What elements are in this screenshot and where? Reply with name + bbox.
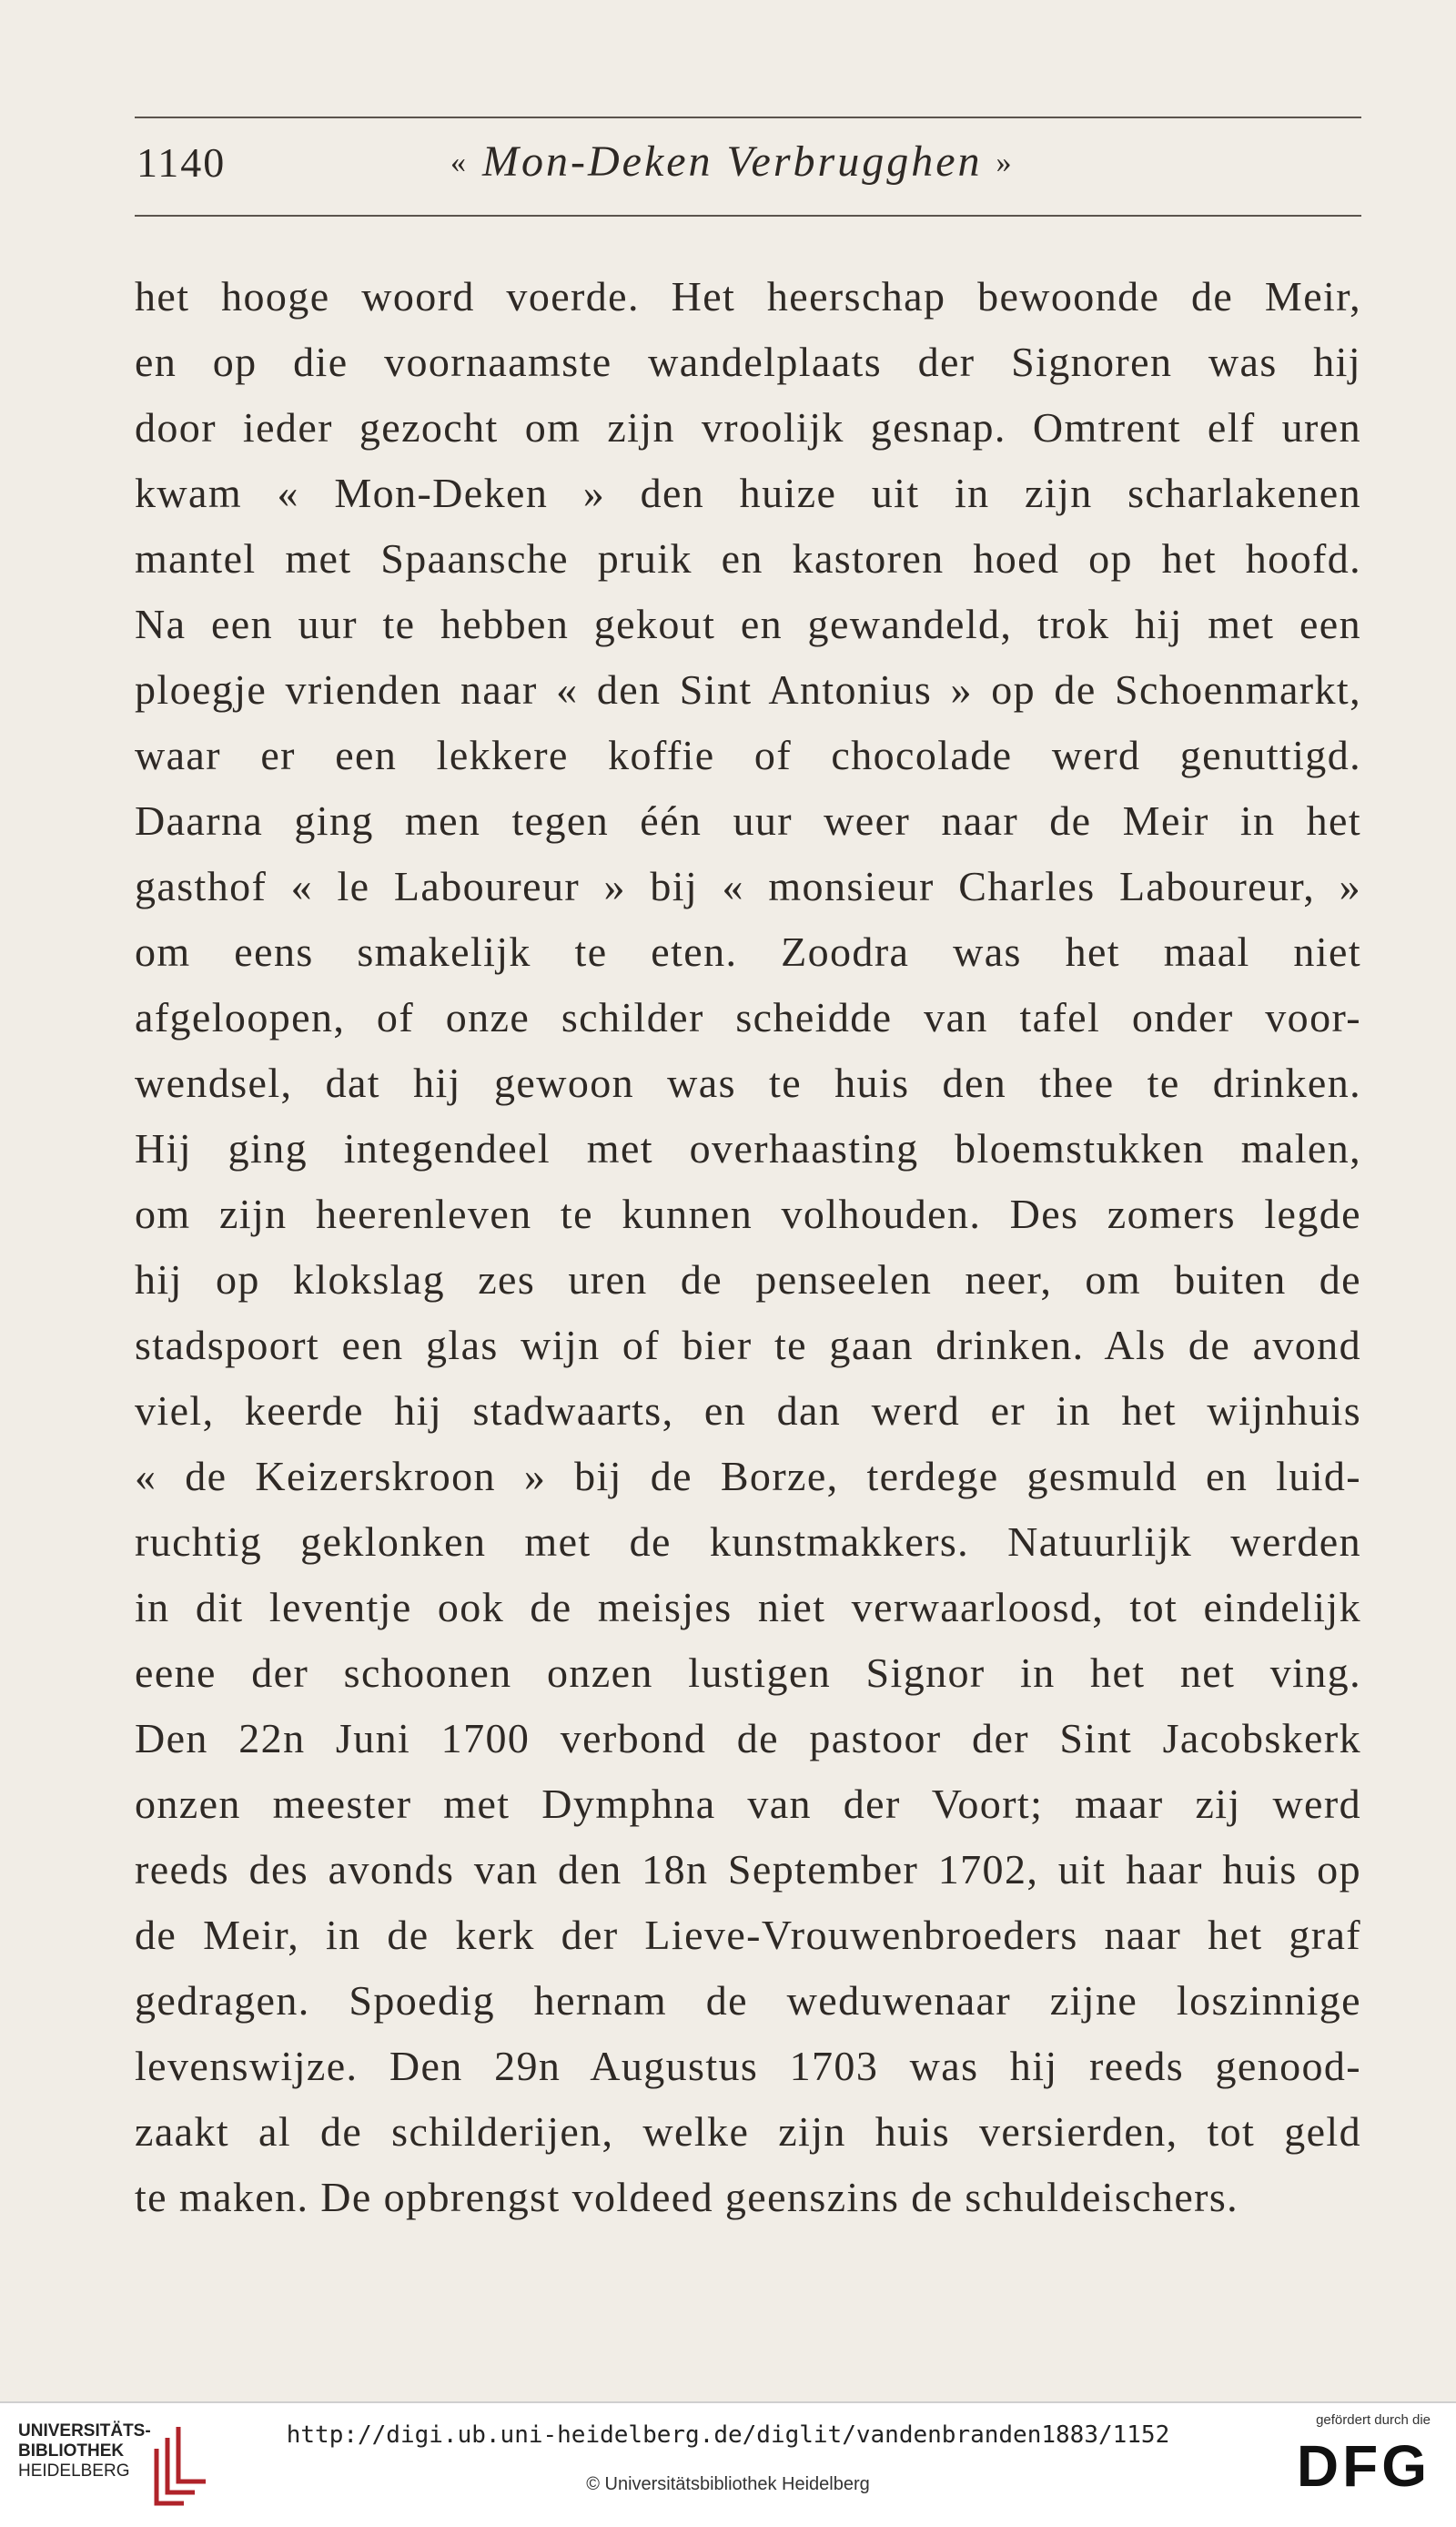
header-bottom-rule [135, 215, 1361, 217]
page-number: 1140 [136, 139, 227, 186]
text-line: gedragen. Spoedig hernam de weduwenaar zijne loszinnige [135, 1977, 1361, 2024]
text-line: zaakt al de schilderijen, welke zijn huis versierden, tot geld [135, 2108, 1361, 2155]
footer-divider [0, 2401, 1456, 2403]
text-line: wendsel, dat hij gewoon was te huis den thee te drinken. [135, 1060, 1361, 1106]
footer-bar [0, 2401, 1456, 2527]
library-name-line2: BIBLIOTHEK [18, 2441, 125, 2461]
permalink-url[interactable]: http://digi.ub.uni-heidelberg.de/diglit/vandenbranden1883/1152 [286, 2421, 1170, 2449]
body-text [135, 264, 1361, 2230]
text-line: afgeloopen, of onze schilder scheidde van tafel onder voor- [135, 994, 1361, 1040]
library-name-line1: UNIVERSITÄTS- [18, 2421, 151, 2441]
text-line: gasthof « le Laboureur » bij « monsieur Charles Laboureur, » [135, 863, 1361, 909]
text-line: waar er een lekkere koffie of chocolade werd genuttigd. [135, 732, 1361, 778]
text-line: Daarna ging men tegen één uur weer naar de Meir in het [135, 797, 1361, 844]
text-line: « de Keizerskroon » bij de Borze, terdege gesmuld en luid- [135, 1453, 1361, 1499]
text-line: kwam « Mon-Deken » den huize uit in zijn scharlakenen [135, 470, 1361, 516]
text-line: het hooge woord voerde. Het heerschap bewoonde de Meir, [135, 273, 1361, 320]
text-line: om zijn heerenleven te kunnen volhouden. Des zomers legde [135, 1191, 1361, 1237]
running-head-close-quote: » [996, 146, 1015, 179]
text-line: te maken. De opbrengst voldeed geenszins de schuldeischers. [135, 2174, 1239, 2220]
text-line: ploegje vrienden naar « den Sint Antonius » op de Schoenmarkt, [135, 666, 1361, 713]
text-line: in dit leventje ook de meisjes niet verwaarloosd, tot eindelijk [135, 1584, 1361, 1630]
text-line: door ieder gezocht om zijn vroolijk gesnap. Omtrent elf uren [135, 404, 1361, 451]
text-line: hij op klokslag zes uren de penseelen neer, om buiten de [135, 1256, 1361, 1303]
library-name-line3: HEIDELBERG [18, 2461, 130, 2481]
copyright-notice: © Universitätsbibliothek Heidelberg [586, 2474, 870, 2494]
running-head-title: Mon-Deken Verbrugghen [482, 137, 983, 186]
text-line: en op die voornaamste wandelplaats der Signoren was hij [135, 339, 1361, 385]
text-line: Den 22n Juni 1700 verbond de pastoor der Sint Jacobskerk [135, 1715, 1361, 1761]
text-line: om eens smakelijk te eten. Zoodra was het maal niet [135, 929, 1361, 975]
text-line: onzen meester met Dymphna van der Voort; maar zij werd [135, 1781, 1361, 1827]
text-line: Na een uur te hebben gekout en gewandeld, trok hij met een [135, 601, 1361, 647]
dfg-funding-label: gefördert durch die [1316, 2412, 1431, 2428]
running-head [450, 137, 1015, 187]
text-line: levenswijze. Den 29n Augustus 1703 was hij reeds genood- [135, 2043, 1361, 2089]
text-line: de Meir, in de kerk der Lieve-Vrouwenbroeders naar het graf [135, 1912, 1361, 1958]
text-line: ruchtig geklonken met de kunstmakkers. Natuurlijk werden [135, 1518, 1361, 1565]
text-line: viel, keerde hij stadwaarts, en dan werd er in het wijnhuis [135, 1387, 1361, 1434]
header-top-rule [135, 117, 1361, 118]
text-line: reeds des avonds van den 18n September 1702, uit haar huis op [135, 1846, 1361, 1893]
text-line: eene der schoonen onzen lustigen Signor in het net ving. [135, 1649, 1361, 1696]
running-head-open-quote: « [450, 146, 469, 179]
text-line: stadspoort een glas wijn of bier te gaan drinken. Als de avond [135, 1322, 1361, 1368]
text-line: mantel met Spaansche pruik en kastoren hoed op het hoofd. [135, 535, 1361, 582]
dfg-logo: DFG [1296, 2433, 1431, 2499]
text-line: Hij ging integendeel met overhaasting bloemstukken malen, [135, 1125, 1361, 1172]
